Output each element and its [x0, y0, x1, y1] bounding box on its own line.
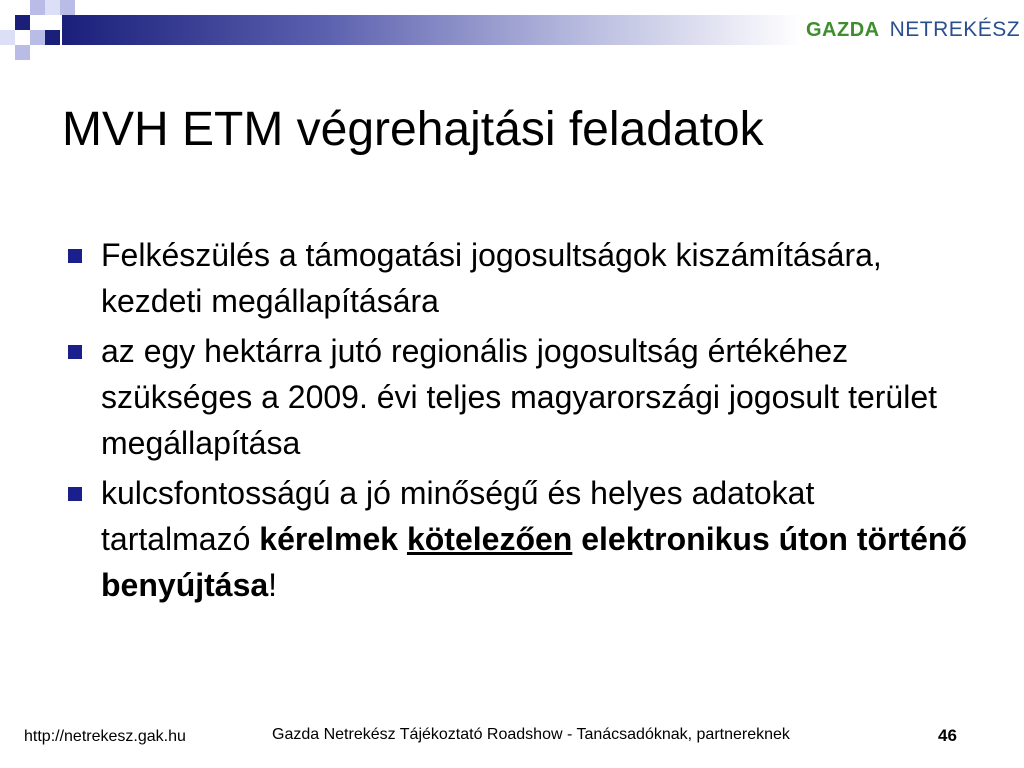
- bullet-text-bold: kérelmek: [259, 521, 399, 557]
- footer-url: http://netrekesz.gak.hu: [24, 728, 186, 745]
- bullet-list: [62, 232, 972, 612]
- footer-caption: Gazda Netrekész Tájékoztató Roadshow - Tanácsadóknak, partnereknek: [272, 726, 790, 743]
- square-bullet-icon: [68, 249, 82, 263]
- decor-square: [30, 0, 45, 15]
- bullet-text-bold-tail: elektronikus úton történő benyújtása: [101, 521, 968, 603]
- bullet-text-plain: kulcsfontosságú a jó minőségű és helyes adatokat tartalmazó: [101, 475, 815, 557]
- bullet-text-bold-underline: kötelezően: [406, 521, 573, 557]
- decor-square: [15, 15, 30, 30]
- slide-title: MVH ETM végrehajtási feladatok: [62, 103, 764, 156]
- square-bullet-icon: [68, 487, 82, 501]
- decor-square: [30, 30, 45, 45]
- bullet-text: Felkészülés a támogatási jogosultságok kiszámítására, kezdeti megállapítására: [101, 237, 882, 319]
- bullet-text: az egy hektárra jutó regionális jogosultság értékéhez szükséges a 2009. évi teljes magyarországi jogosult terület megállapítása: [101, 333, 937, 461]
- decor-square: [15, 45, 30, 60]
- logo-word-netrekesz: NETREKÉSZ: [889, 18, 1021, 41]
- logo-word-gazda: GAZDA: [806, 18, 880, 41]
- decor-square: [45, 0, 60, 15]
- decor-square: [60, 0, 75, 15]
- gazda-netrekesz-logo: [806, 12, 1021, 48]
- bullet-item: [62, 232, 972, 324]
- decor-square: [0, 30, 15, 45]
- header-bar: [62, 15, 802, 45]
- bullet-item: [62, 328, 972, 466]
- bullet-text-end: !: [268, 567, 278, 603]
- bullet-item: [62, 470, 972, 608]
- square-bullet-icon: [68, 345, 82, 359]
- decor-square: [45, 30, 60, 45]
- page-number: 46: [938, 726, 957, 745]
